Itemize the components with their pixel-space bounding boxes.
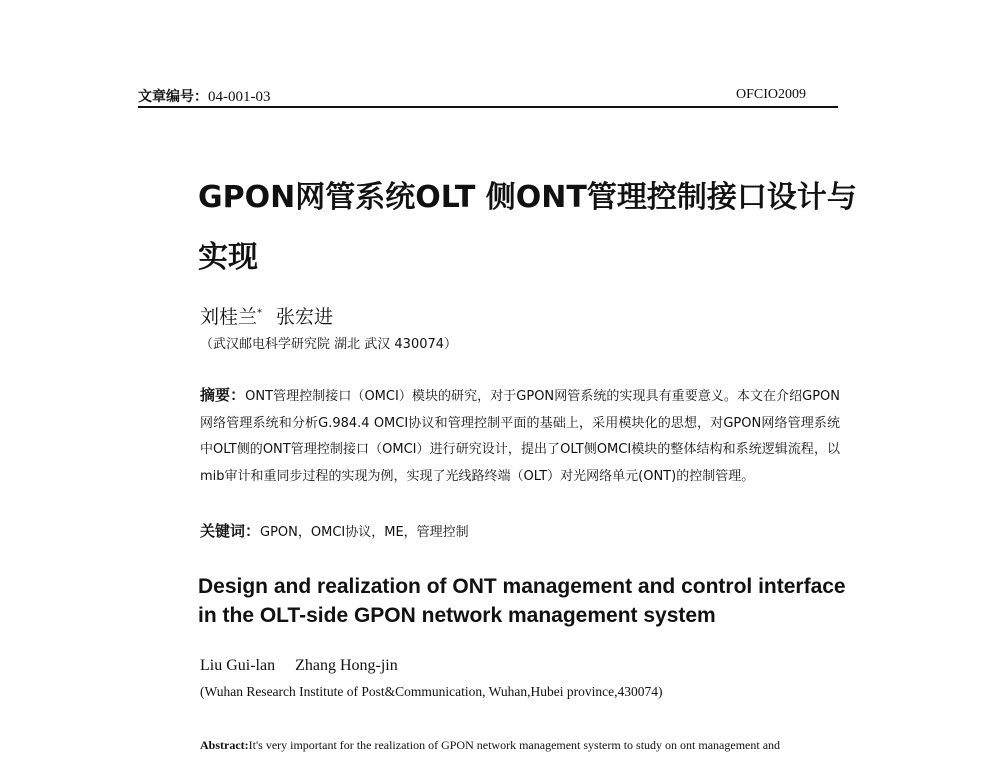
- conference-code: OFCIO2009: [736, 87, 807, 102]
- abstract-cn-text: ONT管理控制接口（OMCI）模块的研究，对于GPON网管系统的实现具有重要意义。本文在介绍GPON网络管理系统和分析G.984.4 OMCI协议和管理控制平面的基础上，采用模块化的思想，对GPON网络管理系统中OLT侧的ONT管理控制接口（OMCI）进行研究设计，提出了OLT侧OMCI模块的整体结构和系统逻辑流程，以mib审计和重同步过程的实现为例，实现了光线路终端（OLT）对光网络单元(ONT)的控制管理。: [200, 389, 840, 484]
- title-chinese: GPON网管系统OLT 侧ONT管理控制接口设计与实现: [198, 180, 857, 275]
- abstract-en-label: Abstract:: [200, 738, 249, 752]
- article-number-label: 文章编号：: [138, 89, 208, 105]
- article-number: [138, 86, 271, 106]
- authors-english: [200, 657, 398, 675]
- author-en-1: Liu Gui-lan: [200, 657, 276, 674]
- keywords-chinese: [200, 520, 469, 541]
- keywords-cn-text: GPON，OMCI协议，ME，管理控制: [260, 525, 469, 540]
- abstract-en-text: It's very important for the realization of GPON network management systerm to study on ont management and: [248, 738, 781, 752]
- affiliation-chinese: （武汉邮电科学研究院 湖北 武汉 430074）: [200, 337, 458, 352]
- author-en-2: Zhang Hong-jin: [295, 657, 398, 674]
- keywords-cn-label: 关键词：: [200, 522, 261, 540]
- title-english: Design and realization of ONT management and control interface in the OLT-side GPON network management system: [198, 575, 846, 627]
- author-cn-2: 张宏进: [276, 306, 334, 328]
- article-number-value: 04-001-03: [208, 89, 271, 105]
- author-cn-1: 刘桂兰: [200, 306, 258, 328]
- abstract-cn-label: 摘要：: [200, 386, 246, 404]
- corresponding-author-mark: *: [257, 307, 263, 319]
- abstract-chinese: [200, 382, 840, 490]
- affiliation-english: (Wuhan Research Institute of Post&Communication, Wuhan,Hubei province,430074): [200, 684, 663, 699]
- header-rule: [138, 106, 838, 108]
- abstract-english: [200, 738, 840, 753]
- authors-chinese: [200, 302, 333, 329]
